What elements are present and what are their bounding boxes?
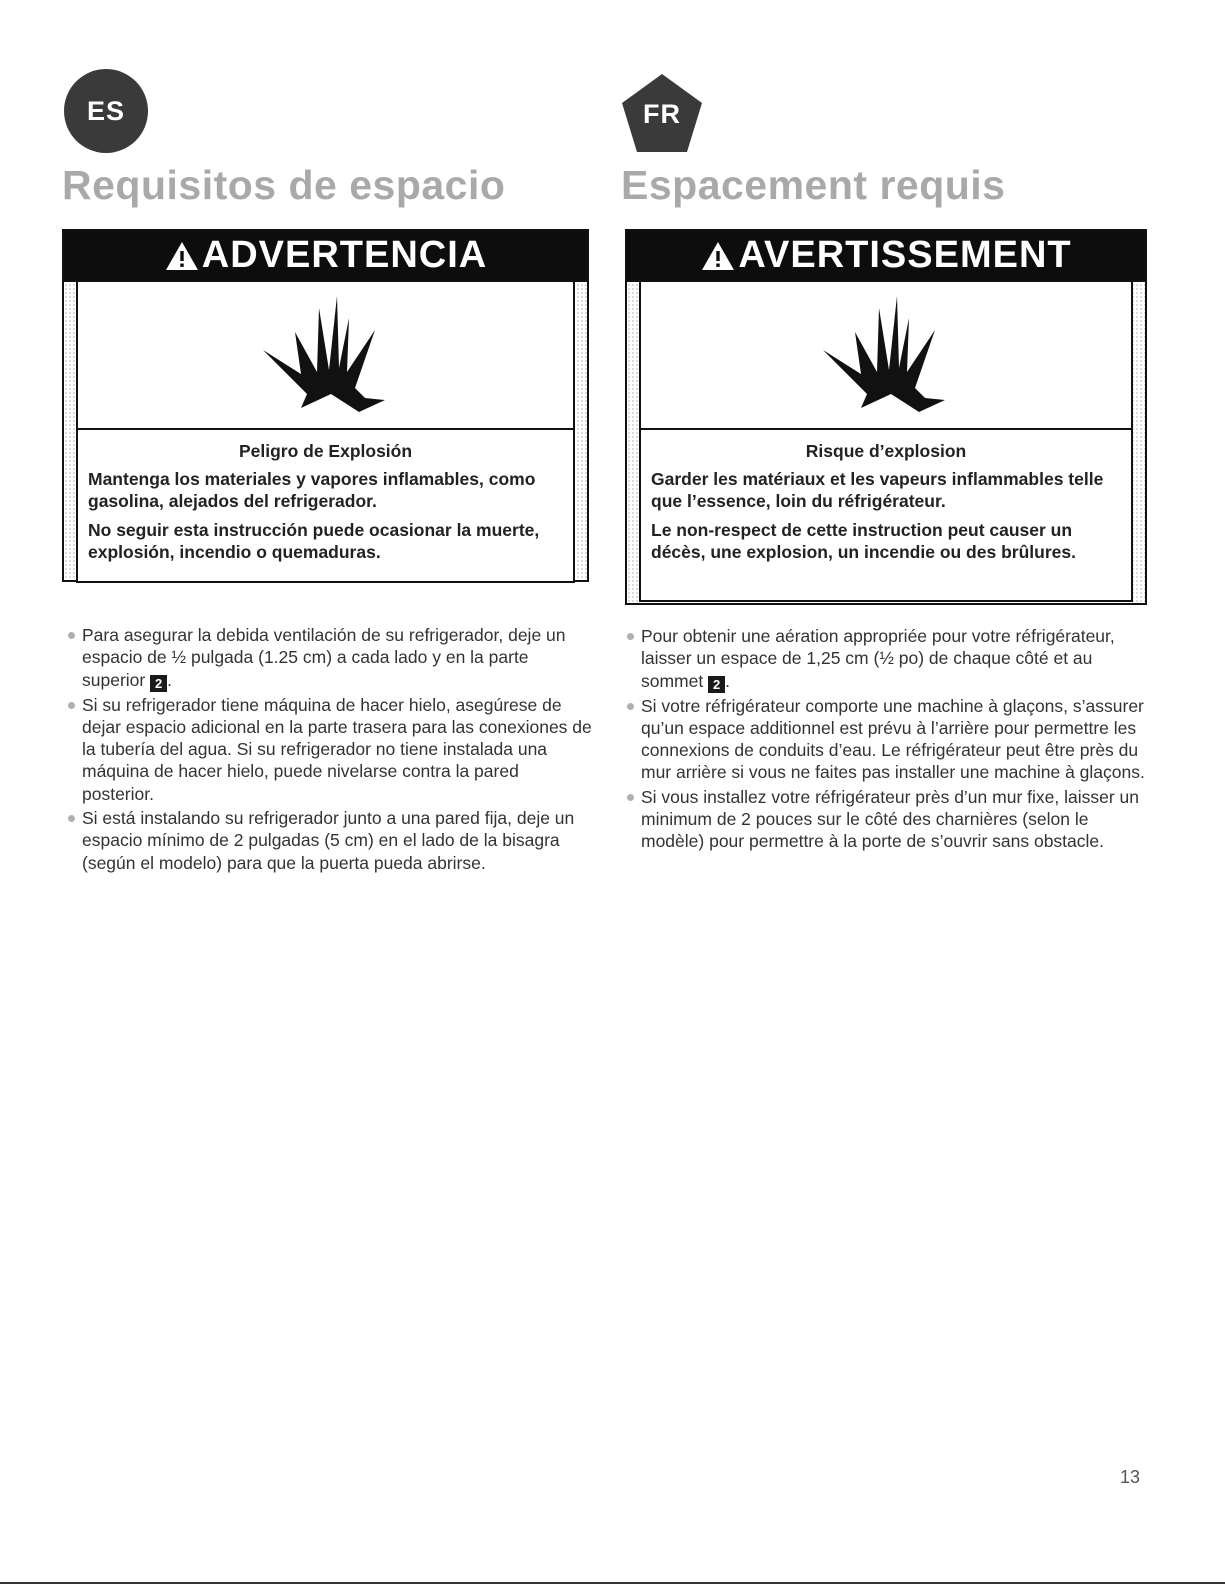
es-section-title: Requisitos de espacio [62,162,506,208]
explosion-icon [261,290,391,420]
fr-warning-subtitle: Risque d’explosion [805,441,967,461]
fr-warning-header-label: AVERTISSEMENT [738,234,1072,276]
explosion-icon [821,290,951,420]
fr-bullet-text: Si votre réfrigérateur comporte une machine à glaçons, s’assurer qu’un espace additionnel est prévu à l’arrière pour permettre les connexions de conduits d’eau. Le réfrigérateur peut être près du mur arrière si vous ne faites pas installer une machine à glaçons. [641,695,1145,783]
fr-warning-text [639,434,1133,602]
figure-reference-badge: 2 [150,675,167,692]
es-warning-text [76,434,575,583]
fr-bullet-text: Pour obtenir une aération appropriée pour votre réfrigérateur, laisser un espace de 1,25 cm (½ po) de chaque côté et au sommet [641,626,1115,691]
warning-triangle-icon [700,240,736,272]
fr-bullet-text: Si vous installez votre réfrigérateur près d’un mur fixe, laisser un minimum de 2 pouces sur le côté des charnières (selon le modèle) pour permettre à la porte de s’ouvrir sans obstacle. [641,786,1139,852]
es-badge-label: ES [86,95,126,126]
fr-bullet-suffix: . [725,670,730,691]
es-warning-header [64,231,587,282]
page-number: 13 [1120,1467,1141,1487]
fr-explosion-image [639,282,1133,428]
es-warning-paragraph: No seguir esta instrucción puede ocasionar la muerte, explosión, incendio o quemaduras. [88,520,540,562]
es-bullet-text: Para asegurar la debida ventilación de su refrigerador, deje un espacio de ½ pulgada (1.25 cm) a cada lado y en la parte superior [82,625,566,690]
fr-badge-label: FR [643,98,681,129]
es-language-badge [62,67,150,155]
es-warning-subtitle: Peligro de Explosión [238,441,413,461]
warning-triangle-icon [164,240,200,272]
es-bullet-list [82,624,592,876]
es-bullet-text: Si su refrigerador tiene máquina de hacer hielo, asegúrese de dejar espacio adicional en la parte trasera para las conexiones de la tubería del agua. Si su refrigerador no tiene instalada una máquina de hacer hielo, puede nivelarse contra la pared posterior. [82,694,592,804]
fr-warning-paragraph: Le non-respect de cette instruction peut causer un décès, une explosion, un incendie ou des brûlures. [651,520,1076,562]
figure-reference-badge: 2 [708,676,725,693]
es-explosion-image [76,282,575,428]
fr-bullet-item [641,786,1156,853]
es-warning-box [62,229,589,582]
es-warning-paragraph: Mantenga los materiales y vapores inflamables, como gasolina, alejados del refrigerador. [88,469,536,511]
bottom-rule [0,1582,1225,1584]
es-bullet-suffix: . [167,669,172,690]
es-bullet-text: Si está instalando su refrigerador junto a una pared fija, deje un espacio mínimo de 2 pulgadas (5 cm) en el lado de la bisagra (según el modelo) para que la puerta pueda abrirse. [82,808,575,873]
fr-bullet-list [641,625,1156,855]
fr-bullet-item [641,625,1156,693]
fr-bullet-item [641,695,1156,784]
fr-warning-header [627,231,1145,282]
es-bullet-item [82,694,592,805]
es-bullet-item [82,807,592,874]
es-bullet-item [82,624,592,692]
fr-warning-paragraph: Garder les matériaux et les vapeurs inflammables telle que l’essence, loin du réfrigérateur. [651,469,1104,511]
fr-section-title: Espacement requis [621,162,1006,208]
fr-warning-box [625,229,1147,605]
es-warning-header-label: ADVERTENCIA [201,234,488,276]
fr-language-badge [618,70,706,158]
